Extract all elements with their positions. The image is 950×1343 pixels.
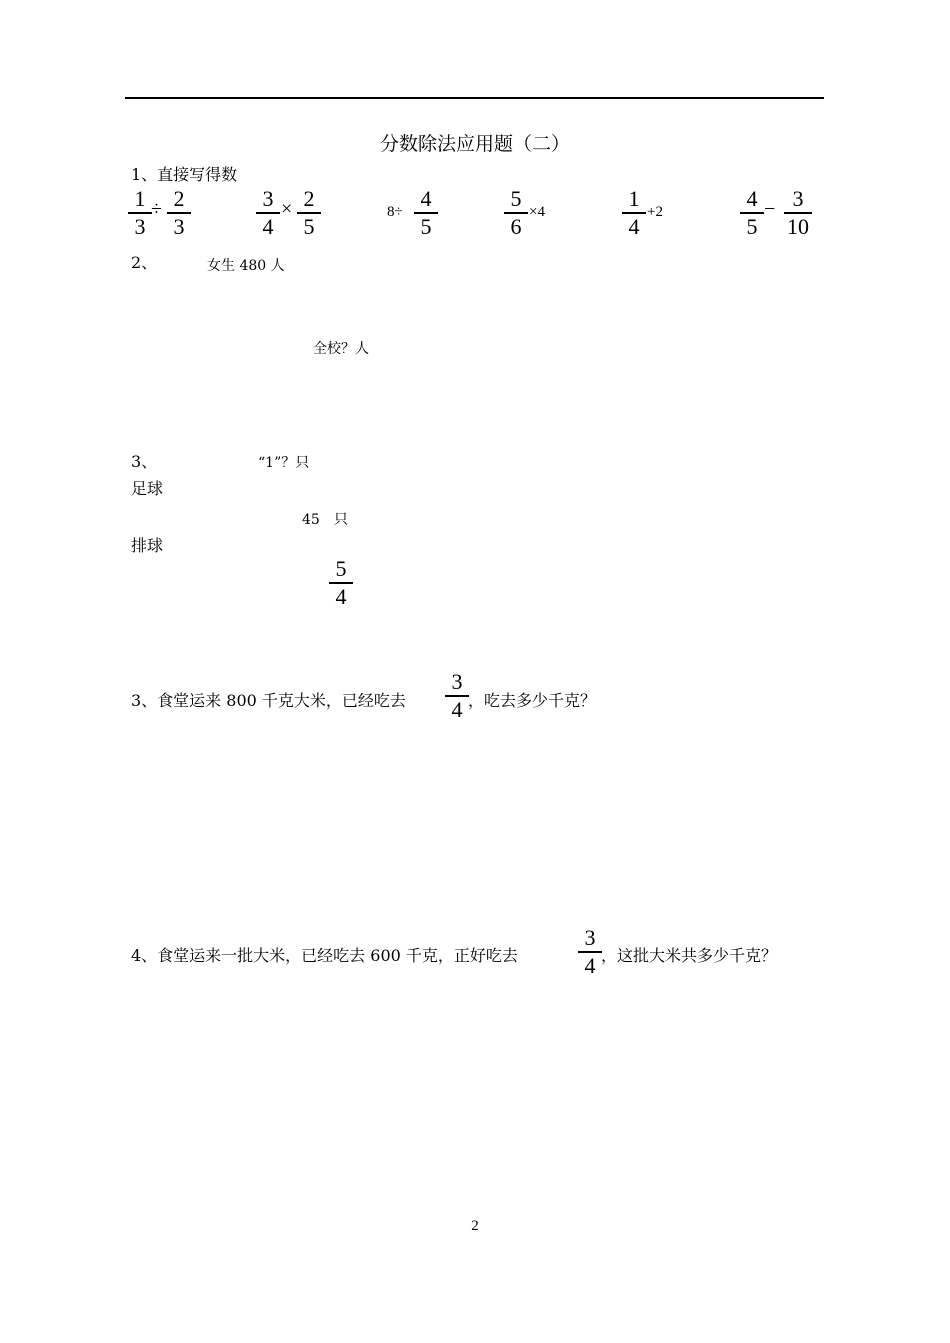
- q1-label: 1、直接写得数: [131, 165, 238, 184]
- page-title: 分数除法应用题（二）: [379, 133, 570, 155]
- q3a-unit-one-label: “1”？只: [258, 455, 310, 471]
- fraction: 3 10: [784, 187, 812, 239]
- fraction: 2 3: [167, 187, 191, 239]
- fraction: 4 5: [740, 187, 764, 239]
- q3a-count-label: 45 只: [302, 512, 348, 528]
- fraction: 4 5: [414, 187, 438, 239]
- header-rule: [125, 97, 824, 99]
- fraction: 5 6: [504, 187, 528, 239]
- fraction: 1 3: [128, 187, 152, 239]
- q2-girls-label: 女生 480 人: [207, 258, 285, 274]
- q3b-question-end: ，吃去多少千克？: [468, 691, 597, 710]
- q3b-fraction: 3 4: [445, 670, 469, 722]
- fraction: 3 4: [256, 187, 280, 239]
- q3b-question: 3、食堂运来 800 千克大米，已经吃去: [131, 691, 406, 710]
- fraction: 2 5: [297, 187, 321, 239]
- q3a-fraction: 5 4: [329, 557, 353, 609]
- q4-question-end: ，这批大米共多少千克？: [601, 946, 778, 965]
- q2-label: 2、: [131, 253, 158, 272]
- q4-question: 4、食堂运来一批大米，已经吃去 600 千克，正好吃去: [131, 946, 518, 965]
- q3a-label: 3、: [131, 452, 158, 471]
- q4-fraction: 3 4: [578, 926, 602, 978]
- fraction: 1 4: [622, 187, 646, 239]
- page-number: 2: [471, 1218, 479, 1234]
- q3a-football-label: 足球: [131, 479, 164, 498]
- q3a-volleyball-label: 排球: [131, 536, 164, 555]
- q2-school-label: 全校？人: [313, 341, 369, 357]
